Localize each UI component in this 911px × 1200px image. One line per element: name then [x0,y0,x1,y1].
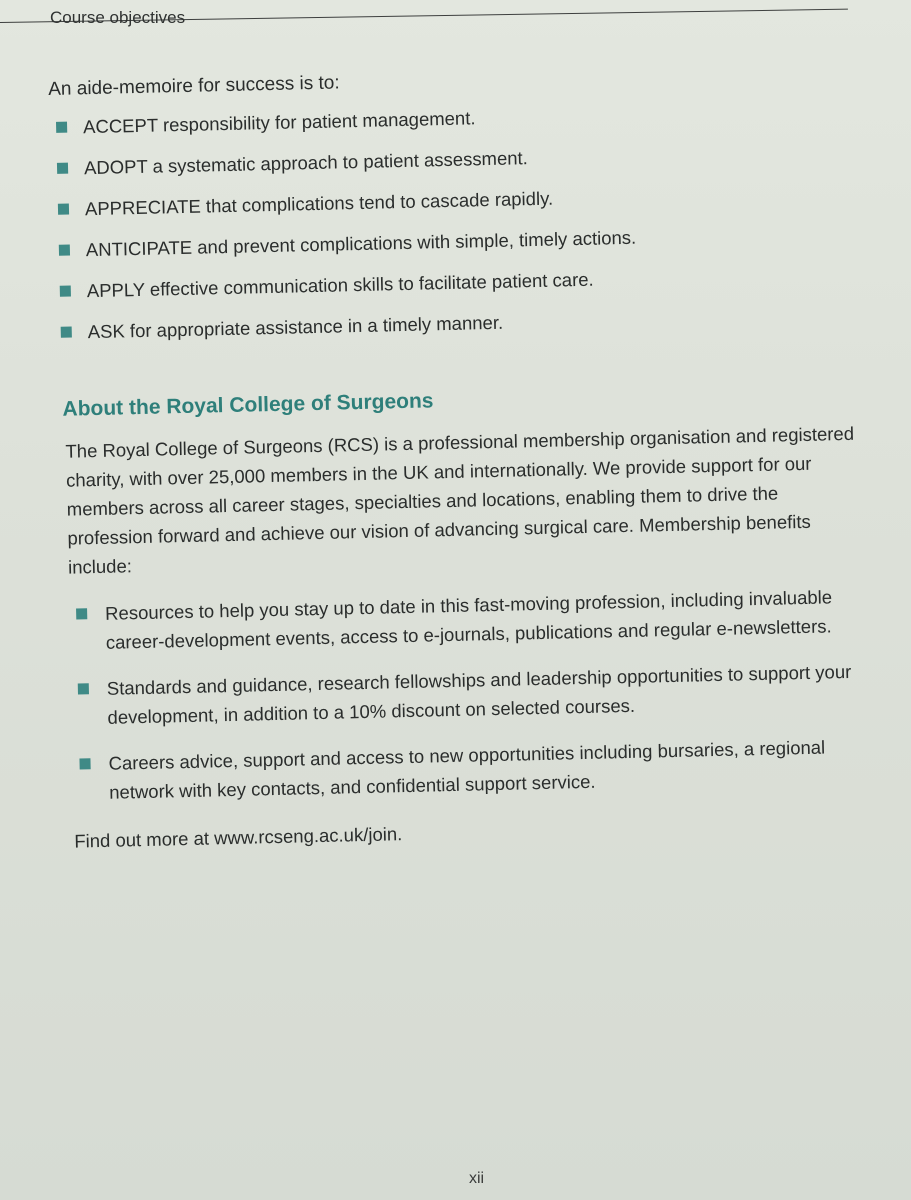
list-item-text: Standards and guidance, research fellowships and leadership opportunities to support your development, in addition to a 10% discount on selected courses. [106,660,852,728]
square-bullet-icon [58,204,69,215]
square-bullet-icon [59,245,70,256]
list-item [71,657,863,733]
list-item [53,262,853,304]
list-item-text: APPLY effective communication skills to facilitate patient care. [86,268,594,302]
list-item [52,221,852,263]
list-item-text: ADOPT a systematic approach to patient assessment. [83,147,529,179]
list-item [72,732,864,808]
square-bullet-icon [60,286,71,297]
page-number: xii [469,1170,485,1187]
list-item-text: ANTICIPATE and prevent complications with simple, timely actions. [85,226,637,261]
list-item-text: Careers advice, support and access to new opportunities including bursaries, a regional network with key contacts, and confidential support service. [108,736,826,803]
square-bullet-icon [56,122,67,133]
section-heading: About the Royal College of Surgeons [62,389,434,421]
square-bullet-icon [57,163,68,174]
square-bullet-icon [78,683,89,694]
intro-text: An aide-memoire for success is to: [48,72,340,100]
list-item-text: ASK for appropriate assistance in a timely manner. [87,311,504,343]
square-bullet-icon [79,758,90,769]
about-paragraph: The Royal College of Surgeons (RCS) is a professional membership organisation and registered charity, with over 25,000 members in the UK and internationally. We provide support for our members across all career stages, specialties and locations, enabling them to drive the profession forward and achieve our vision of advancing surgical care. Membership benefits include: [65,422,855,578]
list-item-text: Resources to help you stay up to date in this fast-moving profession, including invaluable career-development events, access to e-journals, publications and regular e-newsletters. [104,586,833,653]
page-content [48,60,865,854]
list-item [69,582,861,658]
square-bullet-icon [76,608,87,619]
list-item-text: ACCEPT responsibility for patient management. [82,107,476,138]
find-out-more-text: Find out more at www.rcseng.ac.uk/join. [74,823,403,852]
aide-memoire-list [49,98,854,345]
square-bullet-icon [61,327,72,338]
list-item [50,139,850,181]
list-item [51,180,851,222]
running-head: Course objectives [50,8,186,27]
list-item [54,303,854,345]
list-item [49,98,849,140]
benefits-list [69,582,865,808]
list-item-text: APPRECIATE that complications tend to cascade rapidly. [84,187,554,220]
